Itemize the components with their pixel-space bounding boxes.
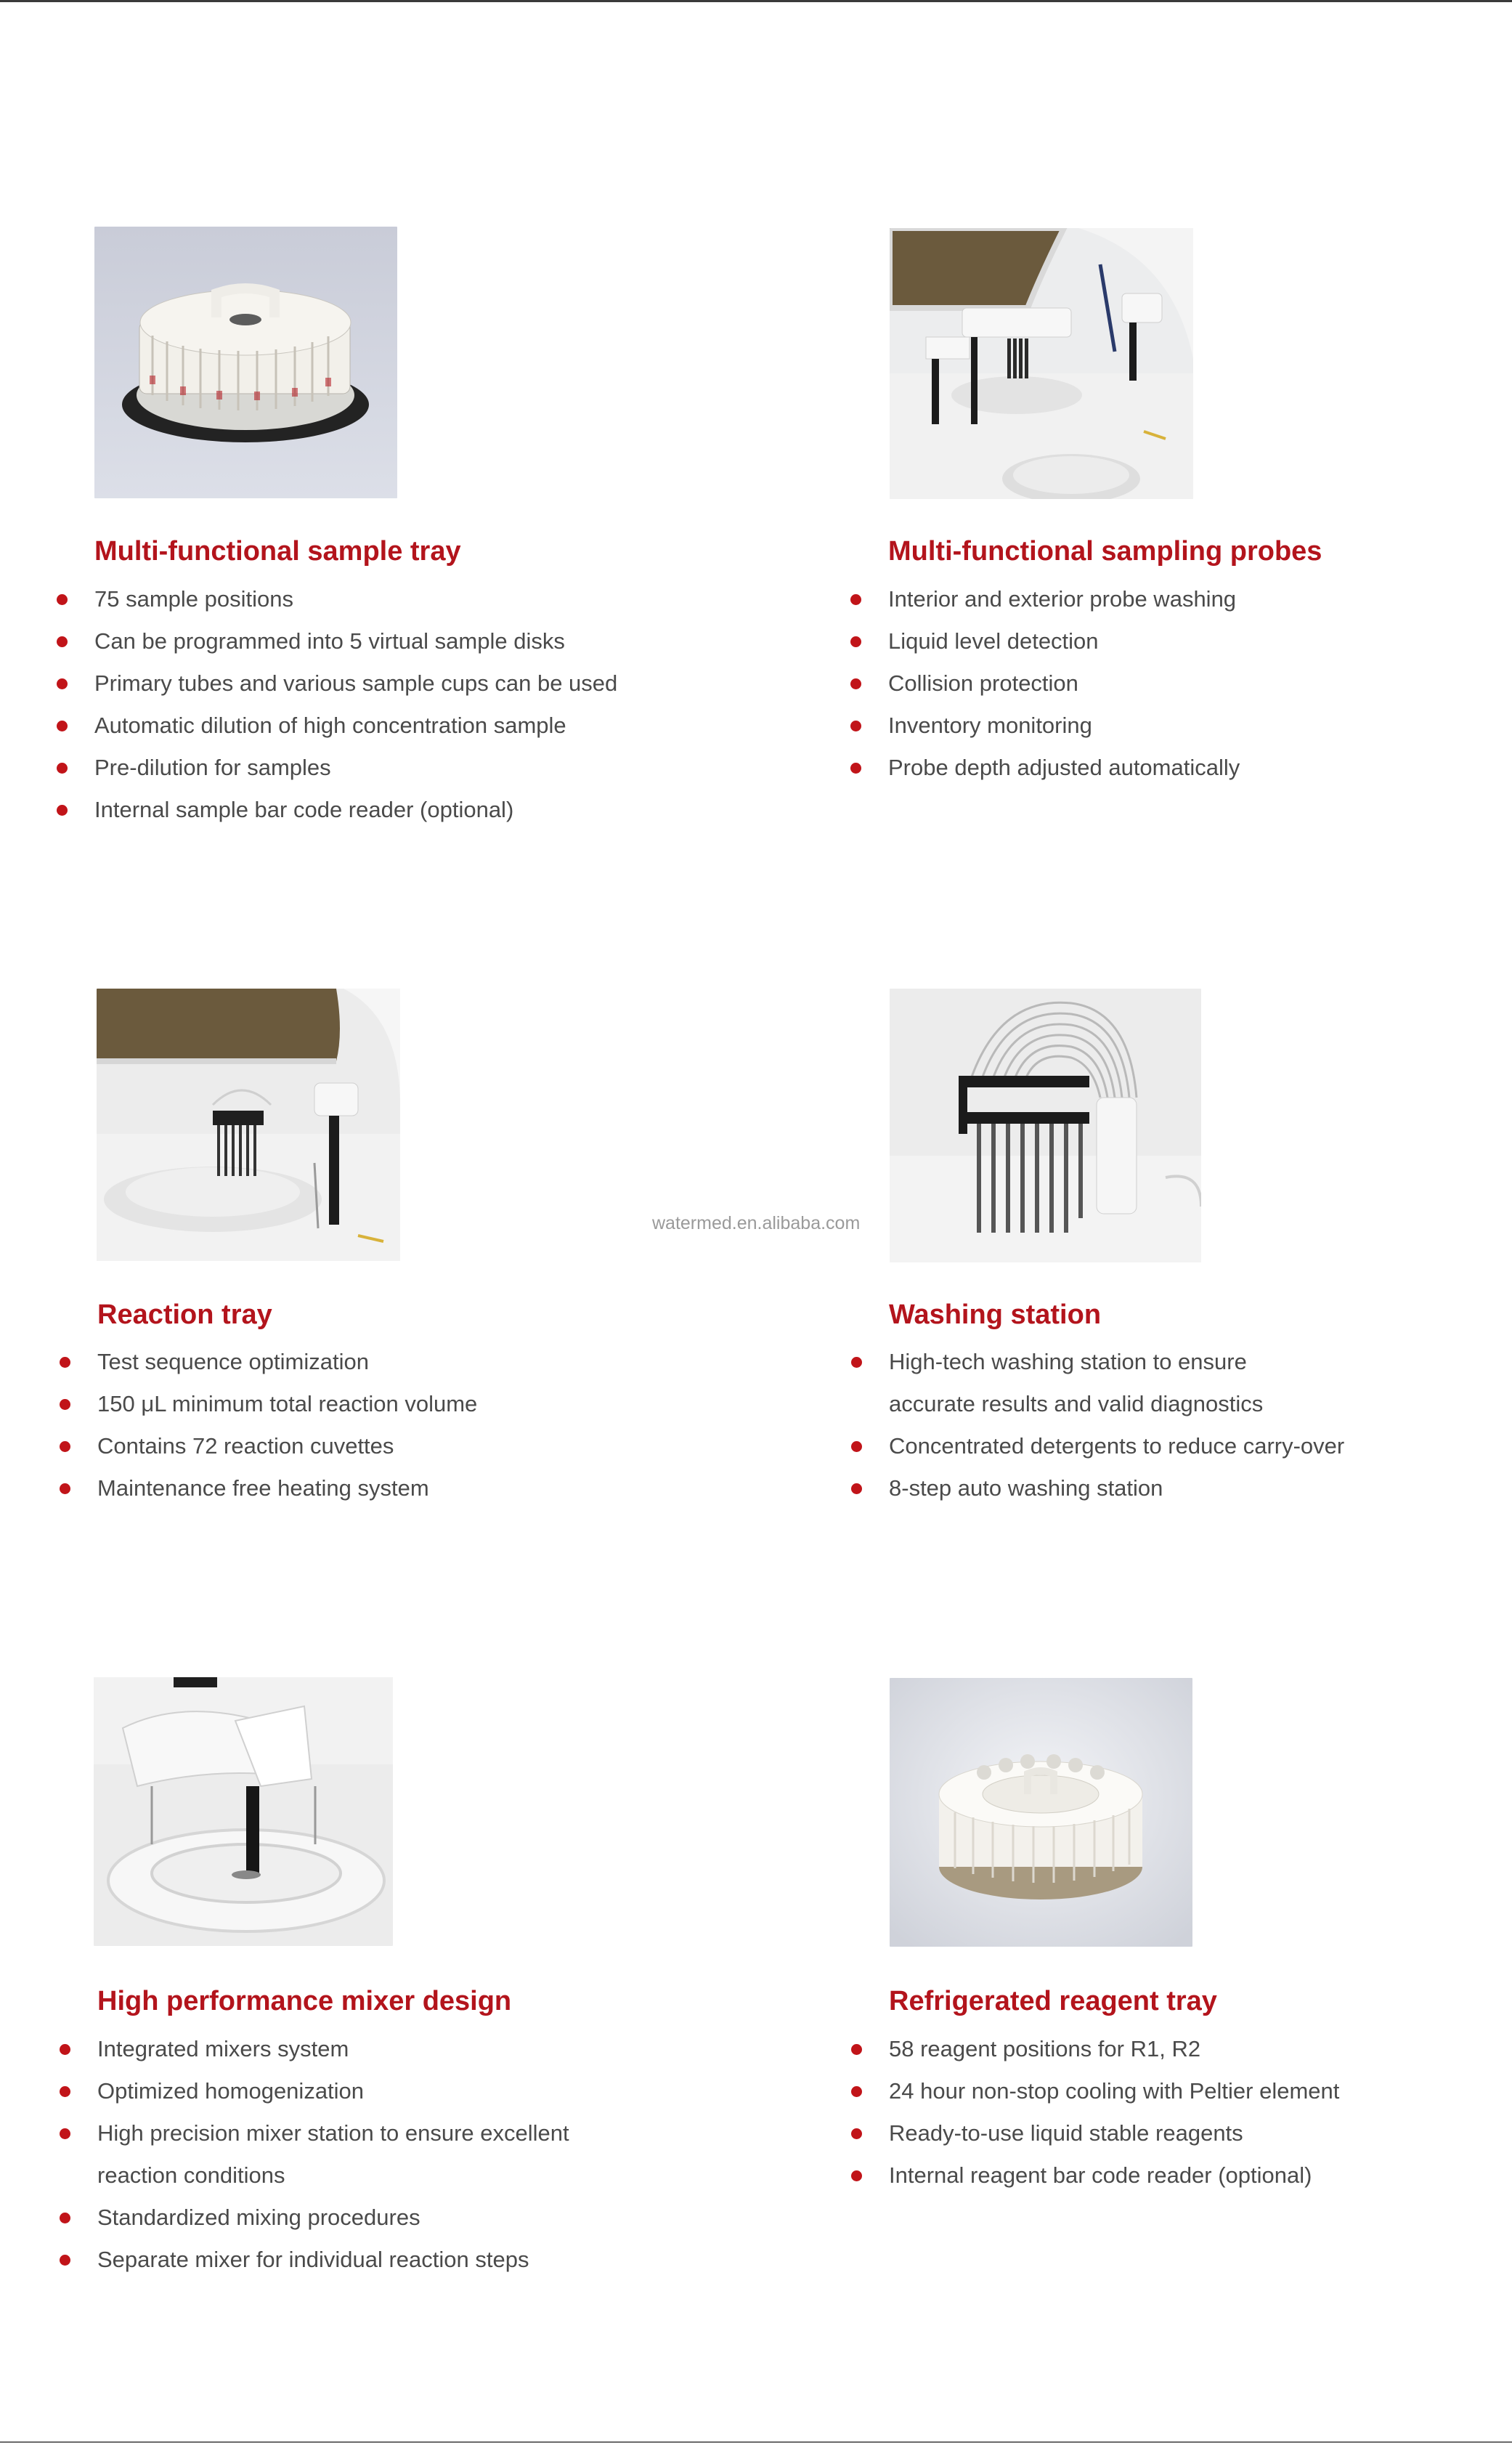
list-item: [94, 620, 617, 662]
bullet-icon: [851, 1441, 862, 1452]
bullet-text: Concentrated detergents to reduce carry-over: [889, 1433, 1345, 1459]
bullet-icon: [60, 2128, 70, 2139]
bullet-text: accurate results and valid diagnostics: [889, 1391, 1264, 1416]
bullet-icon: [850, 636, 861, 647]
bullet-text: 150 μL minimum total reaction volume: [97, 1391, 478, 1416]
bullet-text: 75 sample positions: [94, 586, 293, 612]
list-item: [889, 1467, 1344, 1509]
list-item: [889, 2070, 1339, 2112]
bullet-icon: [60, 2086, 70, 2097]
list-item: [97, 1341, 477, 1383]
bullet-text: Ready-to-use liquid stable reagents: [889, 2120, 1243, 2146]
bullet-list: [889, 2028, 1339, 2197]
bullet-icon: [57, 763, 68, 774]
bullet-icon: [851, 1357, 862, 1368]
reaction-tray-photo: [97, 989, 400, 1261]
list-item: [94, 789, 617, 831]
section-title: Multi-functional sample tray: [94, 536, 461, 567]
list-item: [97, 2028, 569, 2070]
bullet-text: High-tech washing station to ensure: [889, 1349, 1247, 1374]
list-item: [888, 747, 1240, 789]
list-item: [97, 2112, 569, 2154]
list-item: [94, 747, 617, 789]
bullet-icon: [60, 1399, 70, 1410]
bullet-icon: [60, 2044, 70, 2055]
bullet-list: [94, 578, 617, 831]
bullet-list: [97, 1341, 477, 1509]
bullet-text: Pre-dilution for samples: [94, 755, 331, 780]
list-item: [888, 620, 1240, 662]
bullet-text: Liquid level detection: [888, 628, 1099, 654]
bullet-list: [97, 2028, 569, 2281]
bullet-icon: [850, 594, 861, 605]
bullet-icon: [850, 763, 861, 774]
list-item: [94, 705, 617, 747]
bullet-list: [888, 578, 1240, 789]
list-item: [97, 2154, 569, 2197]
bullet-icon: [851, 2170, 862, 2181]
bullet-text: Can be programmed into 5 virtual sample disks: [94, 628, 565, 654]
bullet-icon: [60, 1483, 70, 1494]
watermark: watermed.en.alibaba.com: [652, 1213, 861, 1233]
section-title: Multi-functional sampling probes: [888, 536, 1322, 567]
bottom-rule: [0, 2441, 1512, 2443]
bullet-icon: [57, 594, 68, 605]
bullet-icon: [57, 805, 68, 816]
bullet-icon: [851, 1483, 862, 1494]
bullet-text: Primary tubes and various sample cups can be used: [94, 670, 618, 696]
bullet-icon: [60, 1357, 70, 1368]
list-item: [889, 1383, 1344, 1425]
list-item: [889, 2154, 1339, 2197]
sampling-probes-photo: [890, 228, 1193, 499]
reagent-tray-photo: [890, 1678, 1192, 1947]
section-title: Washing station: [889, 1299, 1102, 1330]
list-item: [97, 1425, 477, 1467]
bullet-icon: [60, 2255, 70, 2266]
washing-station-photo: [890, 989, 1201, 1262]
bullet-text: Separate mixer for individual reaction steps: [97, 2247, 529, 2272]
bullet-text: Internal sample bar code reader (optional): [94, 797, 514, 822]
bullet-text: Collision protection: [888, 670, 1078, 696]
bullet-text: High precision mixer station to ensure excellent: [97, 2120, 569, 2146]
bullet-icon: [851, 2044, 862, 2055]
bullet-icon: [851, 2086, 862, 2097]
bullet-icon: [57, 721, 68, 731]
bullet-text: Maintenance free heating system: [97, 1475, 429, 1501]
list-item: [97, 1383, 477, 1425]
bullet-text: Test sequence optimization: [97, 1349, 369, 1374]
list-item: [97, 1467, 477, 1509]
section-title: Refrigerated reagent tray: [889, 1986, 1217, 2016]
bullet-text: Optimized homogenization: [97, 2078, 365, 2104]
bullet-icon: [851, 2128, 862, 2139]
bullet-icon: [57, 678, 68, 689]
sample-tray-photo: [94, 227, 397, 498]
bullet-icon: [60, 2213, 70, 2223]
bullet-icon: [60, 1441, 70, 1452]
bullet-icon: [850, 721, 861, 731]
list-item: [94, 578, 617, 620]
list-item: [889, 1425, 1344, 1467]
list-item: [97, 2239, 569, 2281]
bullet-text: Automatic dilution of high concentration sample: [94, 713, 566, 738]
list-item: [888, 705, 1240, 747]
bullet-icon: [57, 636, 68, 647]
bullet-text: 58 reagent positions for R1, R2: [889, 2036, 1201, 2061]
top-rule: [0, 0, 1512, 2]
mixer-photo: [94, 1677, 393, 1946]
bullet-text: reaction conditions: [97, 2162, 285, 2188]
bullet-text: 8-step auto washing station: [889, 1475, 1163, 1501]
bullet-list: [889, 1341, 1344, 1509]
list-item: [97, 2197, 569, 2239]
bullet-text: 24 hour non-stop cooling with Peltier element: [889, 2078, 1340, 2104]
list-item: [888, 578, 1240, 620]
bullet-text: Integrated mixers system: [97, 2036, 349, 2061]
section-title: Reaction tray: [97, 1299, 272, 1330]
bullet-text: Standardized mixing procedures: [97, 2205, 420, 2230]
list-item: [889, 2028, 1339, 2070]
bullet-icon: [850, 678, 861, 689]
bullet-text: Inventory monitoring: [888, 713, 1092, 738]
list-item: [97, 2070, 569, 2112]
list-item: [889, 2112, 1339, 2154]
list-item: [889, 1341, 1344, 1383]
bullet-text: Contains 72 reaction cuvettes: [97, 1433, 394, 1459]
list-item: [94, 662, 617, 705]
section-title: High performance mixer design: [97, 1986, 512, 2016]
bullet-text: Internal reagent bar code reader (optional): [889, 2162, 1312, 2188]
bullet-text: Interior and exterior probe washing: [888, 586, 1237, 612]
bullet-text: Probe depth adjusted automatically: [888, 755, 1240, 780]
list-item: [888, 662, 1240, 705]
